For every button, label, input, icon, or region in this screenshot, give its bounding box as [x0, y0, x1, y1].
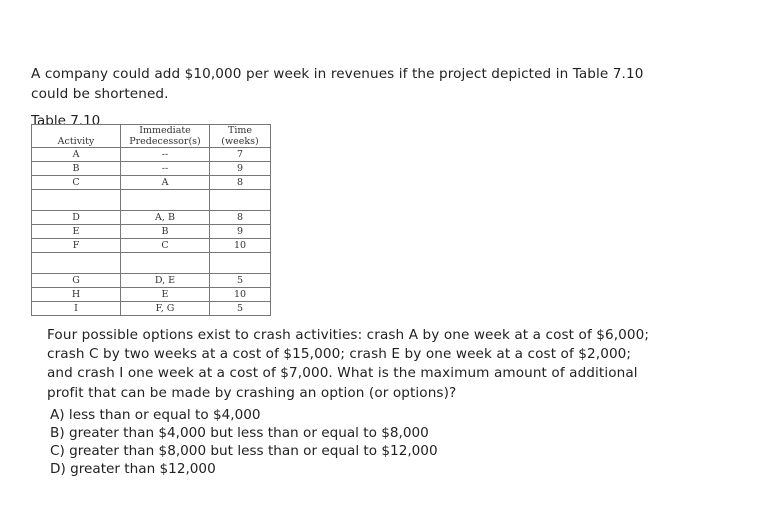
header-time: [210, 125, 271, 148]
table-title: Table 7.10: [31, 113, 101, 129]
activity-cell: A: [32, 148, 121, 162]
predecessor-cell: A: [121, 176, 210, 190]
activity-cell: F: [32, 239, 121, 253]
time-cell: 8: [210, 211, 271, 225]
time-cell: 5: [210, 274, 271, 288]
answer-option-b: B) greater than $4,000 but less than or equal to $8,000: [50, 425, 429, 441]
activity-cell: B: [32, 162, 121, 176]
time-cell: 5: [210, 302, 271, 316]
answer-option-c: C) greater than $8,000 but less than or equal to $12,000: [50, 443, 438, 459]
activity-cell: D: [32, 211, 121, 225]
time-cell: 9: [210, 225, 271, 239]
predecessor-cell: A, B: [121, 211, 210, 225]
body-line-2: crash C by two weeks at a cost of $15,000; crash E by one week at a cost of $2,000;: [47, 346, 632, 362]
answer-option-d: D) greater than $12,000: [50, 461, 216, 477]
table-row: [32, 148, 271, 162]
table-row: [32, 239, 271, 253]
table-row-spacer: [32, 253, 271, 274]
time-cell: 10: [210, 288, 271, 302]
predecessor-cell: D, E: [121, 274, 210, 288]
header-predecessors: [121, 125, 210, 148]
table-row: [32, 225, 271, 239]
time-cell: 7: [210, 148, 271, 162]
table-row: [32, 302, 271, 316]
activity-cell: G: [32, 274, 121, 288]
predecessor-cell: C: [121, 239, 210, 253]
time-cell: 8: [210, 176, 271, 190]
table-row-spacer: [32, 190, 271, 211]
body-line-1: Four possible options exist to crash activities: crash A by one week at a cost of $6,000;: [47, 327, 650, 343]
table-row: [32, 211, 271, 225]
header-predecessors-bottom: Predecessor(s): [129, 136, 201, 147]
activity-cell: H: [32, 288, 121, 302]
body-line-3: and crash I one week at a cost of $7,000. What is the maximum amount of additional: [47, 365, 638, 381]
table-row: [32, 274, 271, 288]
predecessor-cell: B: [121, 225, 210, 239]
question-line-1: A company could add $10,000 per week in revenues if the project depicted in Table 7.10: [31, 66, 644, 82]
predecessor-cell: F, G: [121, 302, 210, 316]
header-time-top: Time: [227, 125, 252, 136]
activity-cell: E: [32, 225, 121, 239]
header-activity: Activity: [32, 125, 121, 148]
answer-option-a: A) less than or equal to $4,000: [50, 407, 261, 423]
time-cell: 9: [210, 162, 271, 176]
predecessor-cell: E: [121, 288, 210, 302]
activity-cell: C: [32, 176, 121, 190]
header-time-bottom: (weeks): [221, 136, 259, 147]
table-row: [32, 176, 271, 190]
activity-cell: I: [32, 302, 121, 316]
predecessor-cell: --: [121, 148, 210, 162]
table-row: [32, 288, 271, 302]
time-cell: 10: [210, 239, 271, 253]
question-line-2: could be shortened.: [31, 86, 169, 102]
header-predecessors-top: Immediate: [139, 125, 191, 136]
predecessor-cell: --: [121, 162, 210, 176]
activity-table: [31, 124, 271, 316]
table-row: [32, 162, 271, 176]
body-line-4: profit that can be made by crashing an option (or options)?: [47, 385, 457, 401]
